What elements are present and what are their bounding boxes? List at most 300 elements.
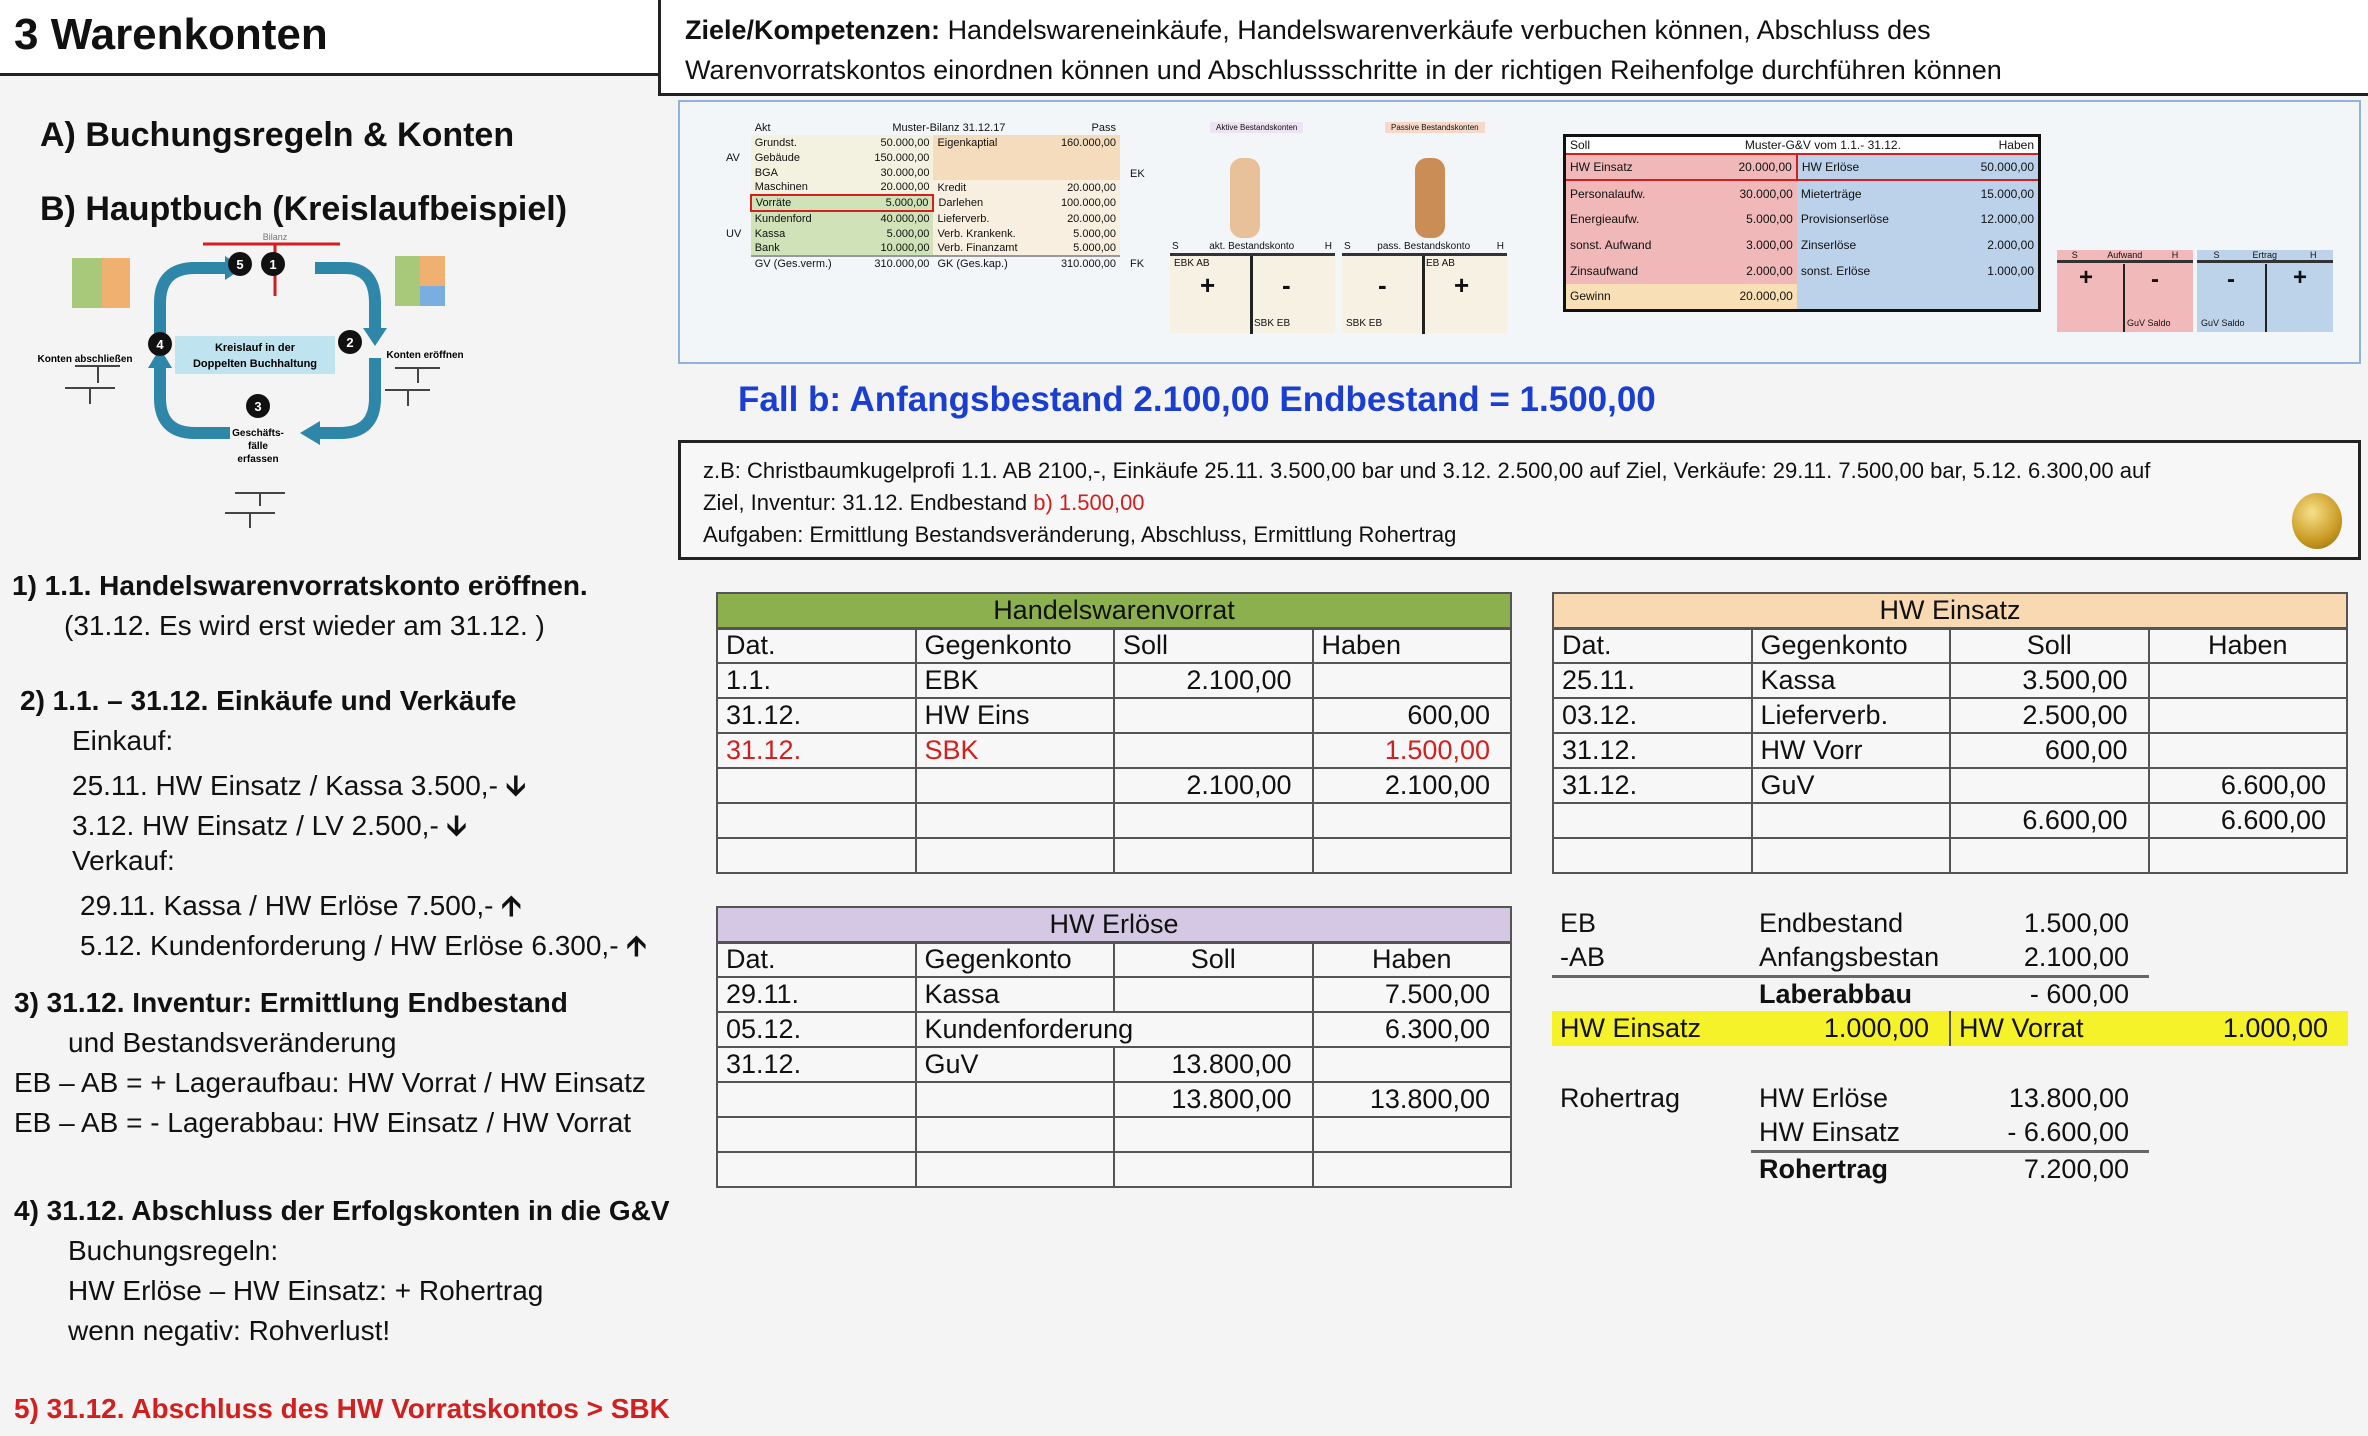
verkauf-label: Verkauf: <box>72 845 175 876</box>
haben-label: H <box>2171 250 2179 260</box>
guv-cell: 20.000,00 <box>1700 284 1797 310</box>
bilanz-row <box>722 165 1120 180</box>
bilanz-row <box>722 211 1120 226</box>
summary-cell: Anfangsbestan <box>1751 941 1950 976</box>
account-cell[interactable] <box>916 1082 1115 1117</box>
guv-cell: HW Erlöse <box>1797 154 1946 180</box>
pass-left-label: SBK EB <box>1346 318 1383 329</box>
bilanz-cell: 5.000,00 <box>1042 241 1120 256</box>
soll-cell[interactable]: 2.100,00 <box>1114 768 1313 803</box>
step3-sub: und Bestandsveränderung <box>68 1027 397 1058</box>
bilanz-row <box>722 180 1120 195</box>
date-cell[interactable] <box>717 838 916 873</box>
guv-cell: 30.000,00 <box>1700 180 1797 206</box>
summary-row <box>1552 1081 2348 1116</box>
guv-cell: Provisionserlöse <box>1797 206 1946 232</box>
bilanz-cell: 20.000,00 <box>856 180 934 195</box>
summary-cell: EB <box>1560 908 1597 938</box>
bilanz-cell: Kundenford <box>751 211 856 226</box>
step1-title: 1) 1.1. Handelswarenvorratskonto eröffnen. <box>12 570 588 601</box>
bilanz-group <box>722 180 751 195</box>
ledger-row <box>717 1117 1511 1152</box>
summary-row <box>1552 1011 2348 1046</box>
guv-label: GuV <box>2127 318 2146 328</box>
summary-cell: 1.000,00 <box>2222 1013 2328 1043</box>
date-cell[interactable] <box>717 1152 916 1187</box>
haben-cell[interactable]: 6.600,00 <box>2149 803 2348 838</box>
geschaeftsfaelle-label-2: fälle <box>247 441 269 452</box>
step-2: 2 <box>346 335 354 350</box>
aufwand-label: Aufwand <box>2107 250 2143 260</box>
soll-cell[interactable]: 3.500,00 <box>1950 663 2149 698</box>
guv-cell: sonst. Aufwand <box>1565 232 1701 258</box>
soll-cell[interactable]: 2.100,00 <box>1114 663 1313 698</box>
pass-right-label: EB AB <box>1426 258 1455 269</box>
ledger-row <box>1553 838 2347 873</box>
ledger-title: Handelswarenvorrat <box>717 593 1511 628</box>
haben-cell[interactable]: 13.800,00 <box>1313 1082 1512 1117</box>
summary-row <box>1552 1046 2348 1081</box>
hand-icon <box>1230 158 1260 238</box>
ledger-row <box>717 977 1511 1012</box>
summary-cell: -AB <box>1552 941 1751 976</box>
date-cell[interactable]: 31.12. <box>1553 733 1752 768</box>
bilanz-cell: Vorräte <box>751 195 856 211</box>
account-cell[interactable] <box>916 1117 1115 1152</box>
passive-title: Passive Bestandskonten <box>1385 122 1485 133</box>
step4-line-2: HW Erlöse – HW Einsatz: + Rohertrag <box>68 1275 544 1306</box>
summary-cell: Laberabbau <box>1759 978 1913 1009</box>
ertrag-label: Ertrag <box>2252 250 2277 260</box>
muster-guv-thumbnail <box>1563 134 2041 312</box>
bilanz-cell: 5.000,00 <box>856 195 934 211</box>
bilanz-cell: BGA <box>751 165 856 180</box>
account-cell[interactable]: GuV <box>1752 768 1951 803</box>
bilanz-group: AV <box>726 151 740 164</box>
summary-cell: 1.000,00 <box>1823 1013 1929 1043</box>
account-cell[interactable]: Kassa <box>916 977 1115 1012</box>
account-cell[interactable] <box>1752 838 1951 873</box>
account-cell[interactable] <box>916 838 1115 873</box>
christmas-ornament-icon <box>2292 493 2342 549</box>
muster-bilanz-thumbnail <box>722 120 1120 271</box>
bilanz-row <box>722 150 1120 165</box>
bilanz-cell: 10.000,00 <box>856 241 934 256</box>
haben-cell[interactable] <box>2149 838 2348 873</box>
bilanz-cell <box>1042 165 1120 180</box>
soll-cell[interactable]: 13.800,00 <box>1114 1082 1313 1117</box>
bilanz-cell <box>1042 150 1120 165</box>
summary-row <box>1552 1116 2348 1151</box>
arrow-left-icon <box>300 421 320 445</box>
account-cell[interactable]: HW Eins <box>916 698 1115 733</box>
haben-cell[interactable] <box>1313 803 1512 838</box>
column-header: Dat. <box>717 628 916 663</box>
guv-cell: Zinsaufwand <box>1565 258 1701 284</box>
bilanz-cell: 5.000,00 <box>1042 226 1120 241</box>
aktive-title: Aktive Bestandskonten <box>1210 122 1303 133</box>
ledger-row <box>717 733 1511 768</box>
einkauf-2: 3.12. HW Einsatz / LV 2.500,- <box>72 810 439 841</box>
bilanz-head: Akt <box>754 121 771 134</box>
date-cell[interactable]: 03.12. <box>1553 698 1752 733</box>
step-markers <box>148 252 362 418</box>
ledger-row <box>1553 803 2347 838</box>
summary-cell: HW Einsatz <box>1751 1116 1950 1151</box>
guv-cell: Energieaufw. <box>1565 206 1701 232</box>
bilanz-group: UV <box>726 227 742 240</box>
guv-cell: 20.000,00 <box>1700 154 1797 180</box>
group-fk: FK <box>1130 258 1145 270</box>
column-header: Soll <box>1950 628 2149 663</box>
example-box <box>678 440 2361 560</box>
column-header: Dat. <box>717 942 916 977</box>
page-title: 3 Warenkonten <box>0 0 660 76</box>
guv-cell: 5.000,00 <box>1700 206 1797 232</box>
column-header: Dat. <box>1553 628 1752 663</box>
guv-cell: 1.000,00 <box>1946 258 2040 284</box>
haben-cell[interactable] <box>1313 1047 1512 1082</box>
ledger-hw-einsatz <box>1552 592 2348 874</box>
guv-row <box>1565 232 2040 258</box>
bilanz-group <box>722 165 751 180</box>
account-cell[interactable]: EBK <box>916 663 1115 698</box>
ledger-row <box>1553 663 2347 698</box>
bilanz-group <box>722 195 751 211</box>
bilanz-total: 310.000,00 <box>1042 256 1120 271</box>
step-3: 3 <box>254 399 262 414</box>
step-1: 1 <box>269 257 277 272</box>
guv-head: Muster-G&V vom 1.1.- 31.12. <box>1700 136 1945 155</box>
ledger-title: HW Erlöse <box>717 907 1511 942</box>
soll-cell[interactable]: 2.500,00 <box>1950 698 2149 733</box>
guv-row <box>1565 154 2040 180</box>
bilanz-group <box>722 211 751 226</box>
guv-cell: Gewinn <box>1565 284 1701 310</box>
goals-text-1: Handelswareneinkäufe, Handelswarenverkäufe verbuchen können, Abschluss des <box>947 15 1931 45</box>
bilanz-group <box>722 135 751 150</box>
bilanz-cell <box>933 165 1042 180</box>
guv-cell: 2.000,00 <box>1946 232 2040 258</box>
geschaeftsfaelle-label-3: erfassen <box>237 454 279 465</box>
group-ek: EK <box>1130 168 1145 180</box>
guv-cell <box>1797 284 1946 310</box>
date-cell[interactable] <box>717 1117 916 1152</box>
soll-cell[interactable] <box>1114 838 1313 873</box>
ledger-row <box>717 1012 1511 1047</box>
account-cell[interactable]: Lieferverb. <box>1752 698 1951 733</box>
example-endbestand: b) 1.500,00 <box>1033 490 1145 515</box>
bilanz-cell: Gebäude <box>751 150 856 165</box>
guv-cell: Mieterträge <box>1797 180 1946 206</box>
ledger-row <box>1553 733 2347 768</box>
date-cell[interactable] <box>1553 803 1752 838</box>
plus-icon: + <box>1200 270 1216 300</box>
summary-cell: 13.800,00 <box>2008 1083 2129 1113</box>
step2-title: 2) 1.1. – 31.12. Einkäufe und Verkäufe <box>20 685 517 716</box>
guv-cell: sonst. Erlöse <box>1797 258 1946 284</box>
ledger-row <box>717 1082 1511 1117</box>
date-cell[interactable]: 25.11. <box>1553 663 1752 698</box>
verkauf-1: 29.11. Kassa / HW Erlöse 7.500,- <box>80 890 494 921</box>
column-header: Soll <box>1114 628 1313 663</box>
minus-icon: - <box>1282 270 1291 300</box>
summary-cell <box>1751 1046 1950 1081</box>
konten-abschliessen-label: Konten abschließen <box>37 354 133 365</box>
haben-cell[interactable]: 1.500,00 <box>1313 733 1512 768</box>
date-cell[interactable]: 31.12. <box>717 698 916 733</box>
ledger-row <box>717 1047 1511 1082</box>
plus-icon: + <box>2079 264 2094 291</box>
haben-cell[interactable] <box>1313 1117 1512 1152</box>
example-line-1: z.B: Christbaumkugelprofi 1.1. AB 2100,-, Einkäufe 25.11. 3.500,00 bar und 3.12. 2.500,00 auf Ziel, Verkäufe: 29.11. 7.500,00 bar, 5.12. 6.300,00 auf <box>703 458 2151 483</box>
arrow-down-icon: 🡫 <box>505 770 526 801</box>
bilanz-cell: Lieferverb. <box>933 211 1042 226</box>
bilanz-head: Pass <box>1091 121 1116 134</box>
guv-cell: Zinserlöse <box>1797 232 1946 258</box>
summary-cell <box>1552 1116 1751 1151</box>
ledger-row <box>717 698 1511 733</box>
haben-cell[interactable] <box>1313 1152 1512 1187</box>
konten-eroeffnen-label: Konten eröffnen <box>386 350 464 361</box>
bilanz-cell <box>933 150 1042 165</box>
soll-cell[interactable] <box>1114 698 1313 733</box>
ledger-row <box>1553 768 2347 803</box>
bilanz-cell: Verb. Finanzamt <box>933 241 1042 256</box>
guv-row <box>1565 284 2040 310</box>
bestandsveraenderung-rohertrag <box>1552 906 2348 1186</box>
date-cell[interactable]: 31.12. <box>717 733 916 768</box>
account-cell[interactable] <box>916 768 1115 803</box>
soll-cell[interactable] <box>1114 733 1313 768</box>
account-cell[interactable]: SBK <box>916 733 1115 768</box>
bilanz-head: Muster-Bilanz 31.12.17 <box>892 121 1006 134</box>
step-5: 5 <box>236 257 244 272</box>
ledger-hw-erloese <box>716 906 1512 1188</box>
example-line-2: Ziel, Inventur: 31.12. Endbestand <box>703 490 1028 515</box>
einkauf-1: 25.11. HW Einsatz / Kassa 3.500,- <box>72 770 498 801</box>
pass-konto-label: pass. Bestandskonto <box>1377 241 1471 252</box>
bilanz-cell: Darlehen <box>933 195 1042 211</box>
summary-cell <box>2149 1151 2348 1186</box>
step4-title: 4) 31.12. Abschluss der Erfolgskonten in die G&V <box>14 1195 670 1226</box>
summary-cell: HW Erlöse <box>1759 1083 1889 1113</box>
guv-cell: Personalaufw. <box>1565 180 1701 206</box>
soll-cell[interactable] <box>1114 1152 1313 1187</box>
step5-title: 5) 31.12. Abschluss des HW Vorratskontos > SBK <box>14 1393 670 1424</box>
summary-cell: HW Einsatz <box>1560 1013 1702 1043</box>
date-cell[interactable]: 05.12. <box>717 1012 916 1047</box>
ledger-handelswarenvorrat <box>716 592 1512 874</box>
date-cell[interactable]: 1.1. <box>717 663 916 698</box>
example-line-3: Aufgaben: Ermittlung Bestandsveränderung, Abschluss, Ermittlung Rohertrag <box>703 522 1457 547</box>
minus-icon: - <box>2151 266 2159 293</box>
bilanz-cell: 30.000,00 <box>856 165 934 180</box>
date-cell[interactable]: 31.12. <box>1553 768 1752 803</box>
bilanz-total: GK (Ges.kap.) <box>933 256 1042 271</box>
haben-cell[interactable]: 6.300,00 <box>1313 1012 1512 1047</box>
bilanz-label: Bilanz <box>262 232 288 242</box>
ertrag-t-account <box>2197 250 2333 332</box>
haben-cell[interactable] <box>2149 733 2348 768</box>
date-cell[interactable]: 31.12. <box>717 1047 916 1082</box>
soll-cell[interactable] <box>1114 977 1313 1012</box>
geschaeftsfaelle-label-1: Geschäfts- <box>232 428 284 439</box>
bilanz-row <box>722 241 1120 256</box>
bilanz-cell: Maschinen <box>751 180 856 195</box>
summary-cell <box>2149 906 2348 941</box>
bilanz-cell: 160.000,00 <box>1042 135 1120 150</box>
account-cell[interactable]: Kassa <box>1752 663 1951 698</box>
cabinet-right-icon <box>395 256 445 306</box>
column-header: Gegenkonto <box>916 942 1115 977</box>
goals-label: Ziele/Kompetenzen: <box>685 15 941 45</box>
summary-row <box>1552 941 2348 976</box>
soll-cell[interactable] <box>1114 1117 1313 1152</box>
bilanz-cell: Bank <box>751 241 856 256</box>
date-cell[interactable] <box>717 1082 916 1117</box>
hand-icon <box>1415 158 1445 238</box>
soll-label: S <box>2071 250 2078 260</box>
ledger-row <box>717 838 1511 873</box>
pass-bestandskonto <box>1342 241 1507 333</box>
bilanz-row <box>722 195 1120 211</box>
date-cell[interactable]: 29.11. <box>717 977 916 1012</box>
guv-row <box>1565 258 2040 284</box>
date-cell[interactable] <box>1553 838 1752 873</box>
summary-cell <box>2149 1046 2348 1081</box>
haben-label: H <box>2309 250 2317 260</box>
step-4: 4 <box>156 337 164 352</box>
summary-cell <box>2149 976 2348 1011</box>
haben-cell[interactable]: 6.600,00 <box>2149 768 2348 803</box>
haben-cell[interactable] <box>1313 838 1512 873</box>
guv-head: Soll <box>1565 136 1701 155</box>
column-header: Soll <box>1114 942 1313 977</box>
summary-cell: - 600,00 <box>2029 978 2129 1009</box>
bilanz-cell: 20.000,00 <box>1042 211 1120 226</box>
ledger-row <box>717 803 1511 838</box>
step4-line-3: wenn negativ: Rohverlust! <box>68 1315 391 1346</box>
einkauf-label: Einkauf: <box>72 725 174 756</box>
summary-cell: HW Vorrat <box>1950 1011 2149 1046</box>
guv-label: GuV <box>2201 318 2220 328</box>
soll-cell[interactable] <box>1950 768 2149 803</box>
summary-cell <box>1552 976 1751 1011</box>
step3-rule-1: EB – AB = + Lageraufbau: HW Vorrat / HW Einsatz <box>14 1067 646 1098</box>
soll-label: S <box>2213 250 2220 260</box>
case-heading: Fall b: Anfangsbestand 2.100,00 Endbestand = 1.500,00 <box>738 380 1656 419</box>
summary-cell <box>2149 941 2348 976</box>
soll-cell[interactable] <box>1950 838 2149 873</box>
bilanz-cell: 150.000,00 <box>856 150 934 165</box>
bestandskonten-thumbnail <box>1170 118 1510 336</box>
cycle-center-2: Doppelten Buchhaltung <box>192 358 318 370</box>
guv-cell <box>1946 284 2040 310</box>
summary-cell: Endbestand <box>1759 908 1904 938</box>
account-cell[interactable]: HW Vorr <box>1752 733 1951 768</box>
guv-head: Haben <box>1946 136 2040 155</box>
minus-icon: - <box>2227 266 2235 293</box>
summary-cell: 1.500,00 <box>2023 908 2129 938</box>
bilanz-cell: Kassa <box>751 226 856 241</box>
haben-cell[interactable]: 600,00 <box>1313 698 1512 733</box>
account-cell[interactable]: GuV <box>916 1047 1115 1082</box>
date-cell[interactable] <box>717 768 916 803</box>
guv-cell: 12.000,00 <box>1946 206 2040 232</box>
aufwand-t-account <box>2057 250 2193 332</box>
soll-label: S <box>1344 241 1351 252</box>
account-cell[interactable]: Kundenforderung <box>916 1012 1313 1047</box>
soll-label: S <box>1172 241 1179 252</box>
saldo-label: Saldo <box>2147 318 2171 328</box>
soll-cell[interactable]: 600,00 <box>1950 733 2149 768</box>
ledger-row <box>1553 698 2347 733</box>
guv-row <box>1565 206 2040 232</box>
column-header: Haben <box>1313 628 1512 663</box>
bilanz-cell: Eigenkaptial <box>933 135 1042 150</box>
bilanz-cell: 40.000,00 <box>856 211 934 226</box>
summary-cell <box>1950 1046 2149 1081</box>
bilanz-cell: 100.000,00 <box>1042 195 1120 211</box>
haben-cell[interactable]: 7.500,00 <box>1313 977 1512 1012</box>
arrow-down-icon <box>363 328 387 346</box>
haben-cell[interactable] <box>2149 698 2348 733</box>
summary-cell <box>2149 1116 2348 1151</box>
step4-line-1: Buchungsregeln: <box>68 1235 279 1266</box>
summary-cell: 7.200,00 <box>2023 1153 2129 1184</box>
account-cell[interactable] <box>916 803 1115 838</box>
akt-left-label: EBK AB <box>1174 258 1210 269</box>
cabinet-left-icon <box>72 258 130 308</box>
bilanz-cell: Verb. Krankenk. <box>933 226 1042 241</box>
summary-cell: 2.100,00 <box>1950 941 2149 976</box>
haben-cell[interactable]: 2.100,00 <box>1313 768 1512 803</box>
step1-sub: (31.12. Es wird erst wieder am 31.12. ) <box>64 610 545 641</box>
guv-cell: 15.000,00 <box>1946 180 2040 206</box>
account-cell[interactable] <box>1752 803 1951 838</box>
plus-icon: + <box>1454 270 1470 300</box>
akt-bestandskonto <box>1170 241 1335 333</box>
summary-cell: Rohertrag <box>1560 1083 1681 1113</box>
arrow-down-icon: 🡫 <box>446 810 467 841</box>
akt-right-label: SBK EB <box>1254 318 1291 329</box>
guv-cell: 50.000,00 <box>1946 154 2040 180</box>
summary-row <box>1552 976 2348 1011</box>
soll-cell[interactable]: 6.600,00 <box>1950 803 2149 838</box>
bilanz-cell: 50.000,00 <box>856 135 934 150</box>
summary-cell: - 6.600,00 <box>1950 1116 2149 1151</box>
date-cell[interactable] <box>717 803 916 838</box>
soll-cell[interactable]: 13.800,00 <box>1114 1047 1313 1082</box>
haben-cell[interactable] <box>1313 663 1512 698</box>
cycle-center-1: Kreislauf in der <box>214 342 296 354</box>
bilanz-total: GV (Ges.verm.) <box>751 256 856 271</box>
bilanz-row <box>722 226 1120 241</box>
summary-cell <box>1552 1046 1751 1081</box>
soll-cell[interactable] <box>1114 803 1313 838</box>
section-b-heading: B) Hauptbuch (Kreislaufbeispiel) <box>40 190 568 228</box>
goals-box <box>658 0 2368 96</box>
bilanz-group <box>722 241 751 256</box>
haben-label: H <box>1324 241 1332 252</box>
haben-cell[interactable] <box>2149 663 2348 698</box>
account-cell[interactable] <box>916 1152 1115 1187</box>
guv-cell: 2.000,00 <box>1700 258 1797 284</box>
summary-cell: Rohertrag <box>1759 1153 1889 1184</box>
guv-row <box>1565 180 2040 206</box>
ledger-row <box>717 663 1511 698</box>
